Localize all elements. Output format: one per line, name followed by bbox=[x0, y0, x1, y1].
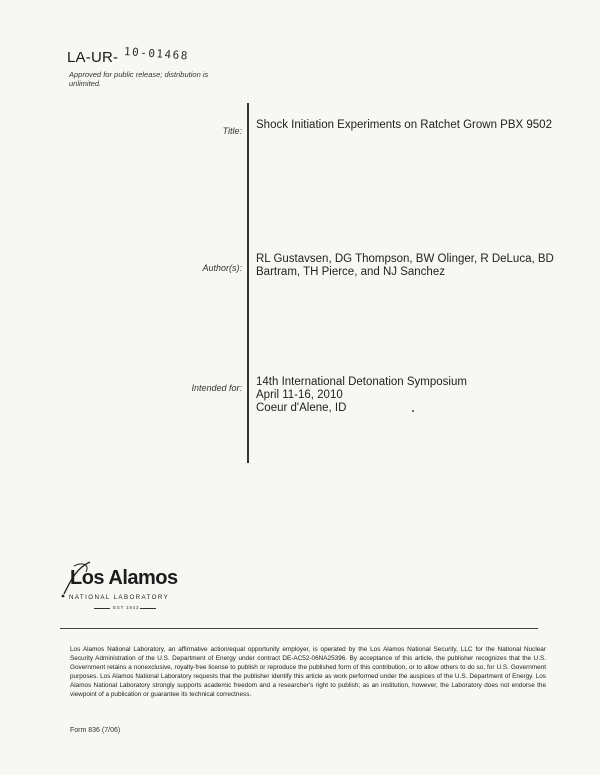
intended-for-value bbox=[256, 376, 467, 415]
logo-rule-left bbox=[94, 608, 110, 609]
logo-name: Los Alamos bbox=[70, 567, 178, 589]
intended-for-label: Intended for: bbox=[191, 383, 242, 393]
logo-subtitle: NATIONAL LABORATORY bbox=[69, 594, 170, 601]
logo-established bbox=[94, 604, 156, 614]
intended-line-location: Coeur d'Alene, ID bbox=[256, 402, 347, 414]
form-number: Form 836 (7/06) bbox=[70, 727, 121, 734]
title-label: Title: bbox=[222, 126, 242, 136]
report-prefix: LA-UR- bbox=[67, 49, 119, 66]
disclaimer-paragraph: Los Alamos National Laboratory, an affirmative action/equal opportunity employer, is operated by the Los Alamos National Security, LLC for the National Nuclear Security Administration of the U.S. Department of Energy under contract DE-AC52-06NA25396. By acceptance of this article, the publisher recognizes that the U.S. Government retains a nonexclusive, royalty-free license to publish or reproduce the published form of this contribution, or to allow others to do so, for U.S. Government purposes. Los Alamos National Laboratory requests that the publisher identify this article as work performed under the auspices of the U.S. Department of Energy. Los Alamos National Laboratory strongly supports academic freedom and a researcher's right to publish; as an institution, however, the Laboratory does not endorse the viewpoint of a publication or guarantee its technical correctness. bbox=[70, 646, 546, 698]
release-notice: Approved for public release; distribution is unlimited. bbox=[69, 70, 209, 88]
author-value: RL Gustavsen, DG Thompson, BW Olinger, R DeLuca, BD Bartram, TH Pierce, and NJ Sanchez bbox=[256, 253, 554, 278]
intended-line-event: 14th International Detonation Symposium bbox=[256, 376, 467, 388]
lanl-logo bbox=[60, 558, 190, 618]
stray-mark bbox=[412, 410, 414, 412]
handwritten-report-number: 10-01468 bbox=[123, 45, 190, 63]
field-divider-line bbox=[247, 103, 249, 463]
logo-rule-right bbox=[140, 608, 156, 609]
horizontal-rule bbox=[60, 628, 538, 629]
title-value: Shock Initiation Experiments on Ratchet Grown PBX 9502 bbox=[256, 119, 552, 131]
author-label: Author(s): bbox=[202, 263, 242, 273]
logo-established-text: EST 1943 bbox=[113, 605, 140, 610]
intended-line-dates: April 11-16, 2010 bbox=[256, 389, 343, 401]
